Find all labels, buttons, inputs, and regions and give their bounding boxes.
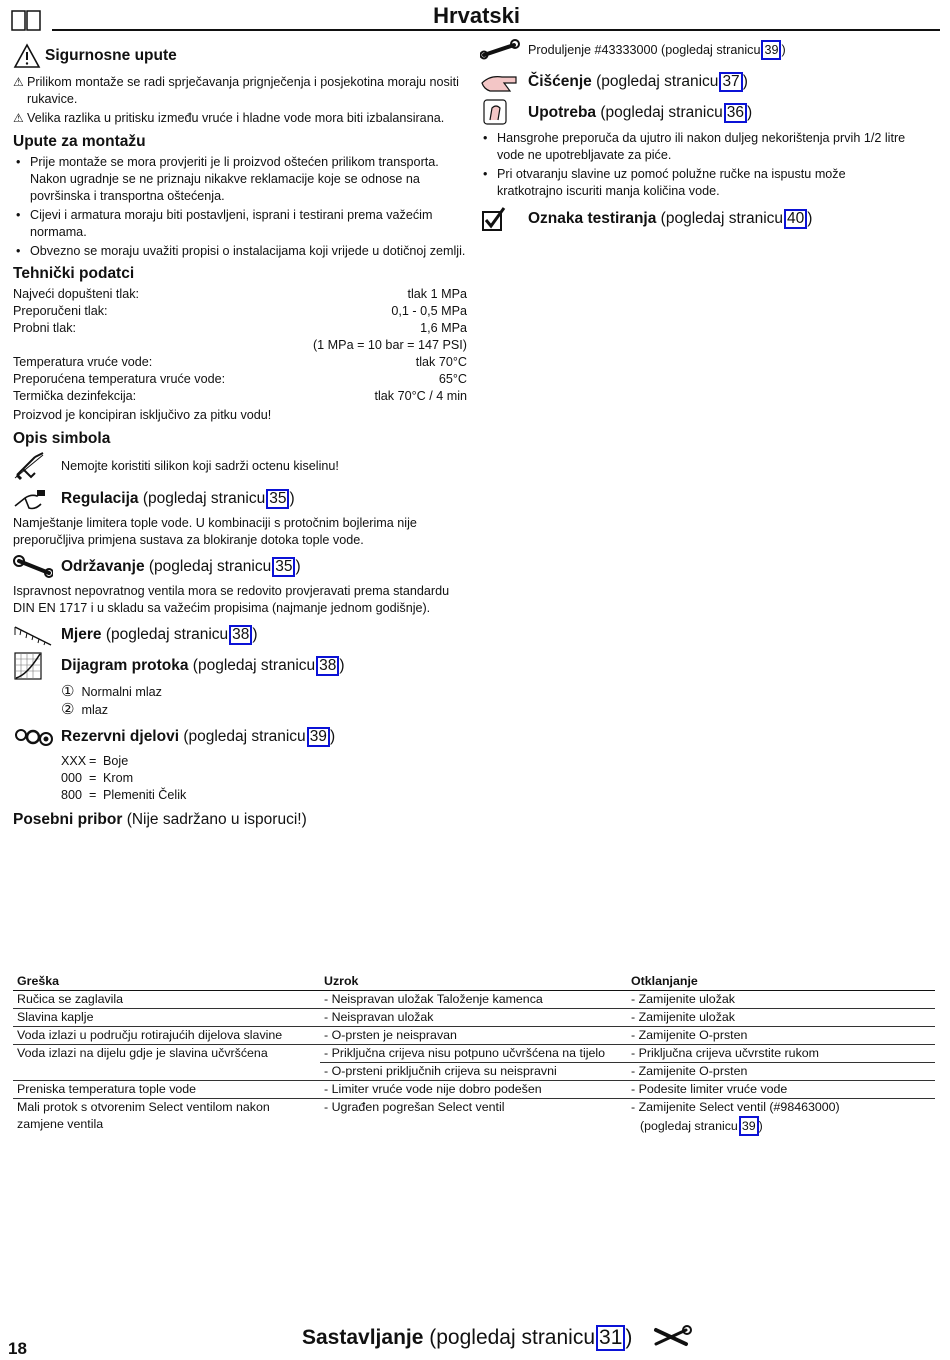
- flow-item: ② mlaz: [61, 701, 109, 718]
- usage-icon: [480, 98, 528, 128]
- table-header-row: [13, 973, 935, 991]
- column-header: Otklanjanje: [627, 973, 935, 991]
- maintenance-heading: Održavanje (pogledaj stranicu 35 ): [61, 558, 301, 575]
- flow-diagram-icon: [13, 651, 61, 681]
- safety-item: Prilikom montaže se radi sprječavanja prignječenja i posjekotina moraju nositi rukavice.: [27, 75, 459, 106]
- spare-item: 000 = Krom: [61, 771, 134, 785]
- accessories-heading: Posebni pribor (Nije sadržano u isporuci!): [13, 811, 307, 828]
- right-column: [480, 38, 920, 234]
- warning-icon: [13, 43, 41, 69]
- assembly-item: • Obvezno se moraju uvažiti propisi o instalacijama koji vrijede u dotičnoj zemlji.: [13, 243, 473, 260]
- column-header: Greška: [13, 973, 320, 991]
- tech-row: Termička dezinfekcija: tlak 70°C / 4 min: [13, 389, 467, 403]
- page-ref-link[interactable]: 38: [229, 625, 252, 645]
- header-rule: [52, 29, 940, 31]
- tech-row: Temperatura vruće vode: tlak 70°C: [13, 355, 467, 369]
- book-icon: [10, 8, 42, 32]
- table-row: Voda izlazi na dijelu gdje je slavina učvršćena - Priključna crijeva nisu potpuno učvršćena na tijelo - Priključna crijeva učvrstite rukom: [13, 1045, 935, 1063]
- page-title: Hrvatski: [433, 3, 520, 28]
- symbols-section: [13, 429, 473, 830]
- tech-row: Probni tlak: 1,6 MPa: [13, 321, 467, 335]
- page-ref-link[interactable]: 35: [266, 489, 289, 509]
- regulation-text: Namještanje limitera tople vode. U kombinaciji s protočnim bojlerima nije preporučljiva primjena sustava za blokiranje dotoka tople vode.: [13, 516, 417, 547]
- usage-heading: Upotreba (pogledaj stranicu 36 ): [528, 104, 753, 121]
- tech-section: [13, 264, 473, 424]
- table-row: Ručica se zaglavila - Neispravan uložak Taloženje kamenca - Zamijenite uložak: [13, 991, 935, 1009]
- assembly-section: [13, 132, 473, 260]
- test-heading: Oznaka testiranja (pogledaj stranicu 40 ): [528, 210, 813, 227]
- spare-item: 800 = Plemeniti Čelik: [61, 788, 187, 802]
- assembly-title: Upute za montažu: [13, 133, 146, 150]
- page-ref-link[interactable]: 39: [739, 1116, 759, 1136]
- small-warning-icon: ⚠: [13, 111, 24, 125]
- regulation-heading: Regulacija (pogledaj stranicu 35 ): [61, 490, 295, 507]
- page-ref-link[interactable]: 36: [724, 103, 747, 123]
- spare-heading: Rezervni djelovi (pogledaj stranicu 39 ): [61, 728, 336, 745]
- flow-item: ① Normalni mlaz: [61, 683, 162, 700]
- table-row: Voda izlazi u području rotirajućih dijelova slavine - O-prsten je neispravan - Zamijenite O-prsten: [13, 1027, 935, 1045]
- spare-parts-icon: [13, 725, 61, 749]
- page-ref-link[interactable]: 31: [596, 1325, 625, 1351]
- cleaning-hand-icon: [480, 69, 528, 95]
- flow-heading: Dijagram protoka (pogledaj stranicu 38 ): [61, 657, 345, 674]
- footer-heading: Sastavljanje (pogledaj stranicu 31 ): [302, 1326, 633, 1349]
- tech-row: (1 MPa = 10 bar = 147 PSI): [312, 338, 467, 352]
- troubleshooting-table-wrap: [13, 973, 935, 1136]
- wrench-icon: [13, 555, 61, 579]
- tech-row: Preporučeni tlak: 0,1 - 0,5 MPa: [13, 304, 467, 318]
- checkbox-test-icon: [480, 206, 528, 232]
- cleaning-heading: Čišćenje (pogledaj stranicu 37 ): [528, 73, 748, 90]
- regulation-hand-icon: [13, 486, 61, 512]
- safety-title: Sigurnosne upute: [45, 47, 177, 64]
- safety-section: [13, 42, 473, 127]
- page-ref-link[interactable]: 39: [761, 40, 781, 60]
- table-row: Preniska temperatura tople vode - Limiter vruće vode nije dobro podešen - Podesite limiter vruće vode: [13, 1081, 935, 1099]
- assembly-item: • Cijevi i armatura moraju biti postavljeni, isprani i testirani prema važećim normama.: [13, 207, 473, 241]
- tools-icon: [652, 1324, 692, 1350]
- ruler-icon: [13, 623, 61, 647]
- table-row: Mali protok s otvorenim Select ventilom nakon zamjene ventila - Ugrađen pogrešan Select ventil - Zamijenite Select ventil (#98463000) (pogledaj stranicu 39 ): [13, 1099, 935, 1137]
- symbols-title: Opis simbola: [13, 430, 111, 447]
- left-column: [13, 42, 473, 830]
- page-ref-link[interactable]: 40: [784, 209, 807, 229]
- silicone-note: Nemojte koristiti silikon koji sadrži octenu kiselinu!: [61, 458, 339, 473]
- extension-text: Produljenje #43333000 (pogledaj stranicu 39 ): [528, 40, 786, 60]
- page-ref-link[interactable]: 38: [316, 656, 339, 676]
- maintenance-text: Ispravnost nepovratnog ventila mora se redovito provjeravati prema standardu DIN EN 1717 i u skladu sa važećim propisima (najmanje jednom godišnje).: [13, 584, 450, 615]
- table-row: Slavina kaplje - Neispravan uložak - Zamijenite uložak: [13, 1009, 935, 1027]
- dimensions-heading: Mjere (pogledaj stranicu 38 ): [61, 626, 258, 643]
- silicone-gun-icon: [13, 451, 59, 481]
- small-warning-icon: ⚠: [13, 75, 24, 89]
- tech-row: Najveći dopušteni tlak: tlak 1 MPa: [13, 287, 467, 301]
- safety-item: Velika razlika u pritisku između vruće i hladne vode mora biti izbalansirana.: [27, 111, 445, 125]
- tech-row: Preporućena temperatura vruće vode: 65°C: [13, 372, 467, 386]
- extension-icon: [480, 39, 528, 61]
- table-row: - O-prsteni priključnih crijeva su neispravni - Zamijenite O-prsten: [13, 1063, 935, 1081]
- column-header: Uzrok: [320, 973, 627, 991]
- usage-item: • Pri otvaranju slavine uz pomoć polužne ručke na ispustu može kratkotrajno iscuriti manja količina vode.: [480, 166, 910, 200]
- page-ref-link[interactable]: 35: [272, 557, 295, 577]
- page-number: 18: [8, 1339, 27, 1358]
- tech-title: Tehnički podatci: [13, 265, 135, 282]
- assembly-item: • Prije montaže se mora provjeriti je li proizvod oštećen prilikom transporta. Nakon ugradnje se ne priznaju nikakve reklamacije koje se odnose na površinska i transportna oštećenja.: [13, 154, 473, 205]
- page-ref-link[interactable]: 39: [307, 727, 330, 747]
- spare-item: XXX = Boje: [61, 754, 129, 768]
- tech-note: Proizvod je koncipiran isključivo za pitku vodu!: [13, 408, 272, 422]
- usage-item: • Hansgrohe preporuča da ujutro ili nakon duljeg nekorištenja prvih 1/2 litre vode ne upotrebljavate za piće.: [480, 130, 910, 164]
- troubleshooting-table: [13, 973, 935, 1136]
- page-ref-link[interactable]: 37: [719, 72, 742, 92]
